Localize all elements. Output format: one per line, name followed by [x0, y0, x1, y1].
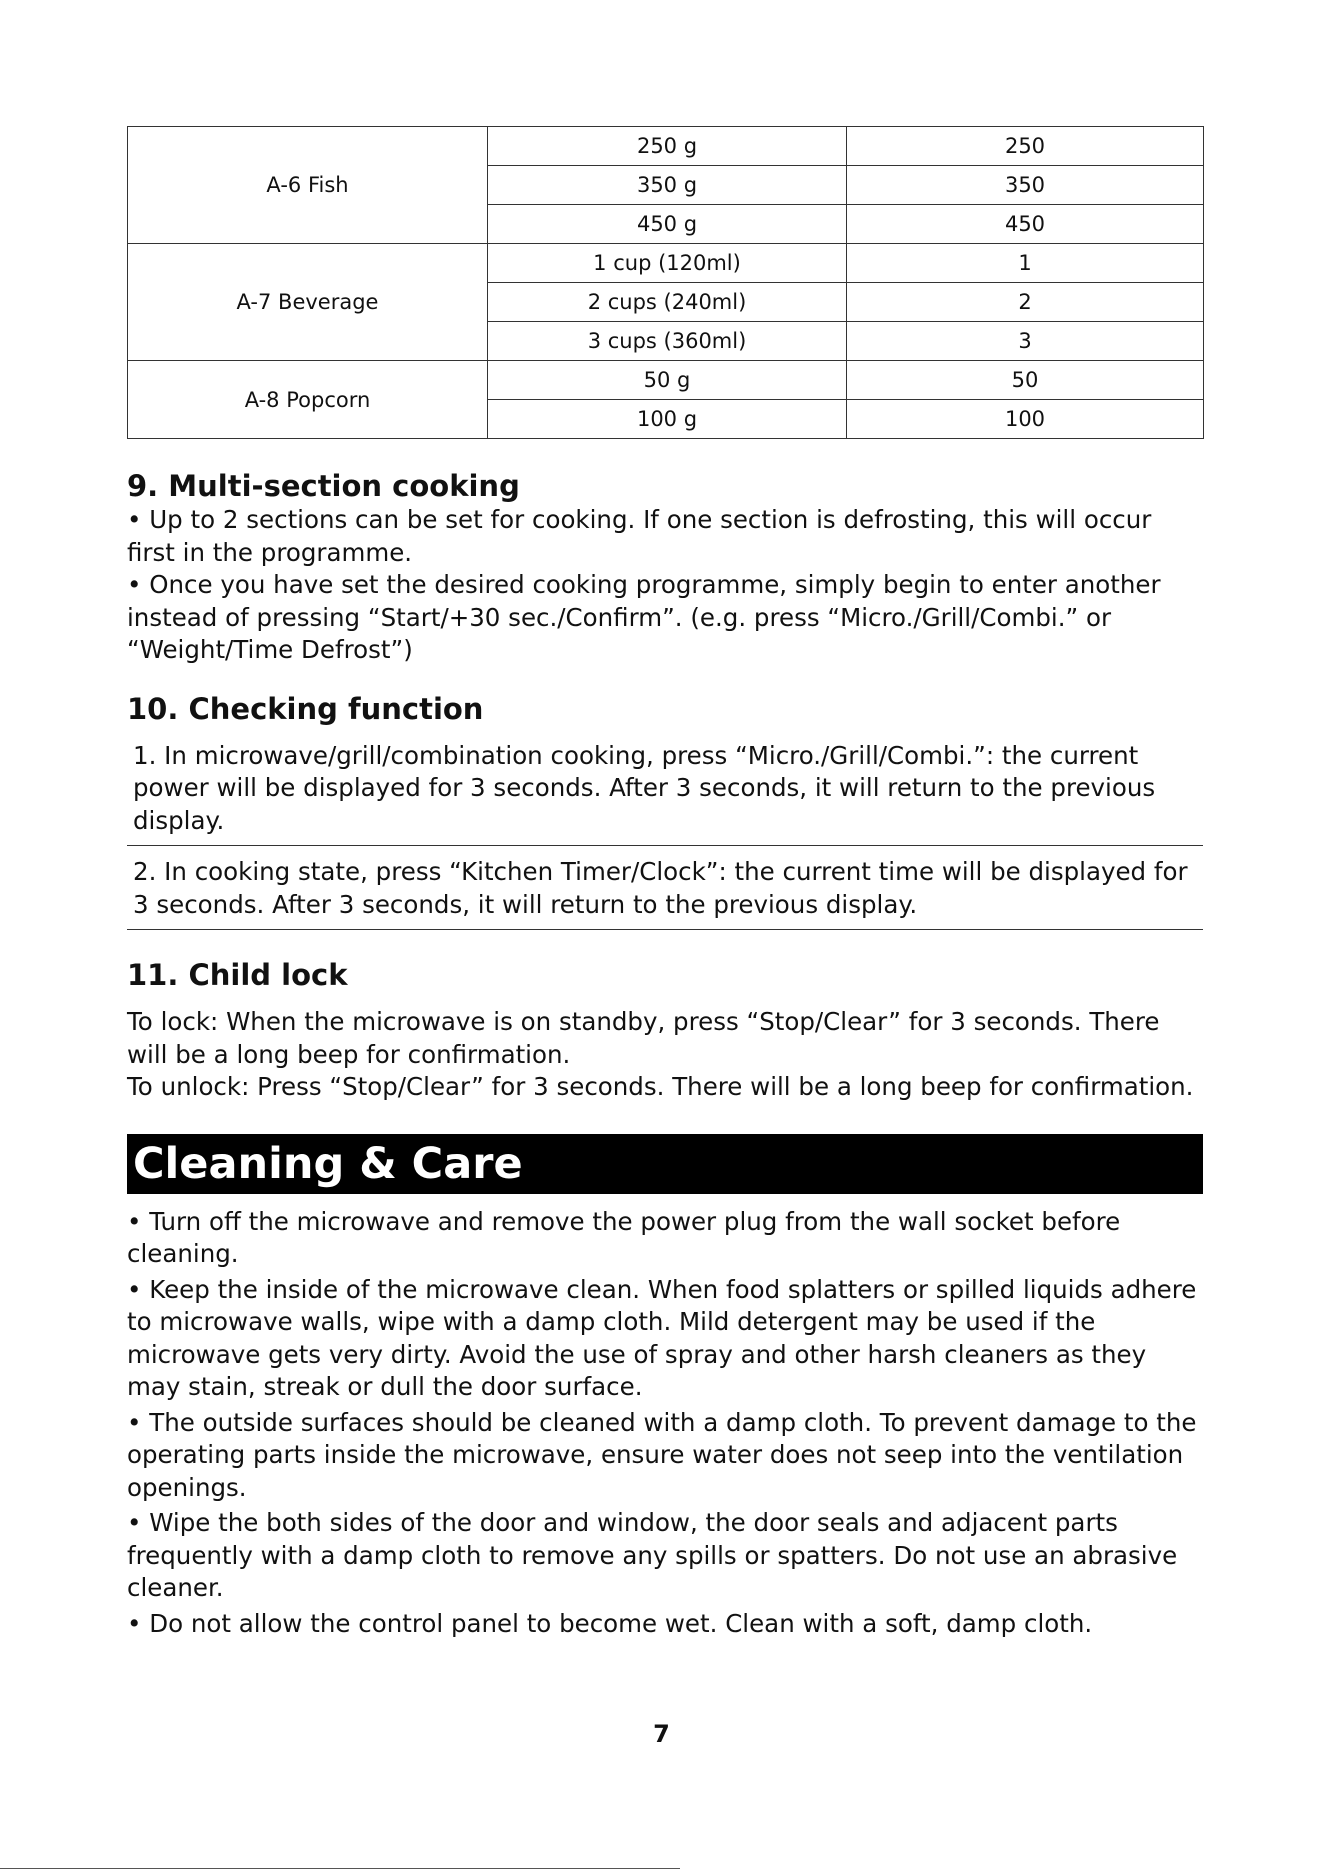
section-heading-multi-section: 9. Multi-section cooking: [127, 469, 520, 503]
paragraph: • Once you have set the desired cooking programme, simply begin to enter another instead of pressing “Start/+30 sec./Confirm”. (e.g. press “Micro./Grill/Combi.” or “Weight/Time Defrost”): [127, 570, 1161, 664]
display-cell: 350: [847, 166, 1204, 205]
child-lock-text: [127, 1006, 1203, 1104]
checking-list: [127, 740, 1203, 931]
auto-cook-table: [127, 126, 1204, 439]
list-item: • The outside surfaces should be cleaned with a damp cloth. To prevent damage to the operating parts inside the microwave, ensure water does not seep into the ventilation openings.: [127, 1407, 1197, 1502]
list-item: 1. In microwave/grill/combination cooking, press “Micro./Grill/Combi.”: the current power will be displayed for 3 seconds. After 3 seconds, it will return to the previous display.: [127, 740, 1203, 847]
display-cell: 2: [847, 283, 1204, 322]
weight-cell: 100 g: [488, 400, 847, 439]
page-content: [127, 126, 1203, 1640]
table-row: [128, 361, 1204, 400]
list-item: • Do not allow the control panel to become wet. Clean with a soft, damp cloth.: [127, 1608, 1093, 1638]
display-cell: 3: [847, 322, 1204, 361]
list-item: • Wipe the both sides of the door and window, the door seals and adjacent parts frequently with a damp cloth to remove any spills or spatters. Do not use an abrasive cleaner.: [127, 1508, 1178, 1602]
weight-cell: 2 cups (240ml): [488, 283, 847, 322]
table-row: [128, 244, 1204, 283]
display-cell: 50: [847, 361, 1204, 400]
weight-cell: 50 g: [488, 361, 847, 400]
display-cell: 250: [847, 127, 1204, 166]
menu-name-cell: A-8 Popcorn: [128, 361, 488, 439]
display-cell: 450: [847, 205, 1204, 244]
weight-cell: 3 cups (360ml): [488, 322, 847, 361]
paragraph: To unlock: Press “Stop/Clear” for 3 seconds. There will be a long beep for confirmation.: [127, 1072, 1194, 1101]
menu-name-cell: A-6 Fish: [128, 127, 488, 244]
list-item: 2. In cooking state, press “Kitchen Timer/Clock”: the current time will be displayed for 3 seconds. After 3 seconds, it will return to the previous display.: [127, 846, 1203, 930]
paragraph: • Up to 2 sections can be set for cooking. If one section is defrosting, this will occur first in the programme.: [127, 505, 1152, 567]
table-row: [128, 127, 1204, 166]
list-item: • Turn off the microwave and remove the power plug from the wall socket before cleaning.: [127, 1206, 1121, 1268]
menu-name-cell: A-7 Beverage: [128, 244, 488, 361]
weight-cell: 1 cup (120ml): [488, 244, 847, 283]
cleaning-care-list: [127, 1206, 1203, 1641]
display-cell: 100: [847, 400, 1204, 439]
page-number: 7: [653, 1720, 670, 1748]
section-heading-checking-function: 10. Checking function: [127, 691, 484, 726]
footer-divider: [0, 1868, 680, 1869]
weight-cell: 350 g: [488, 166, 847, 205]
weight-cell: 450 g: [488, 205, 847, 244]
cleaning-care-banner: Cleaning & Care: [127, 1134, 1203, 1194]
display-cell: 1: [847, 244, 1204, 283]
paragraph: To lock: When the microwave is on standby, press “Stop/Clear” for 3 seconds. There will be a long beep for confirmation.: [127, 1007, 1160, 1069]
weight-cell: 250 g: [488, 127, 847, 166]
list-item: • Keep the inside of the microwave clean. When food splatters or spilled liquids adhere to microwave walls, wipe with a damp cloth. Mild detergent may be used if the microwave gets very dirty. Avoid the use of spray and other harsh cleaners as they may stain, streak or dull the door surface.: [127, 1274, 1197, 1401]
section-heading-child-lock: 11. Child lock: [127, 958, 348, 992]
